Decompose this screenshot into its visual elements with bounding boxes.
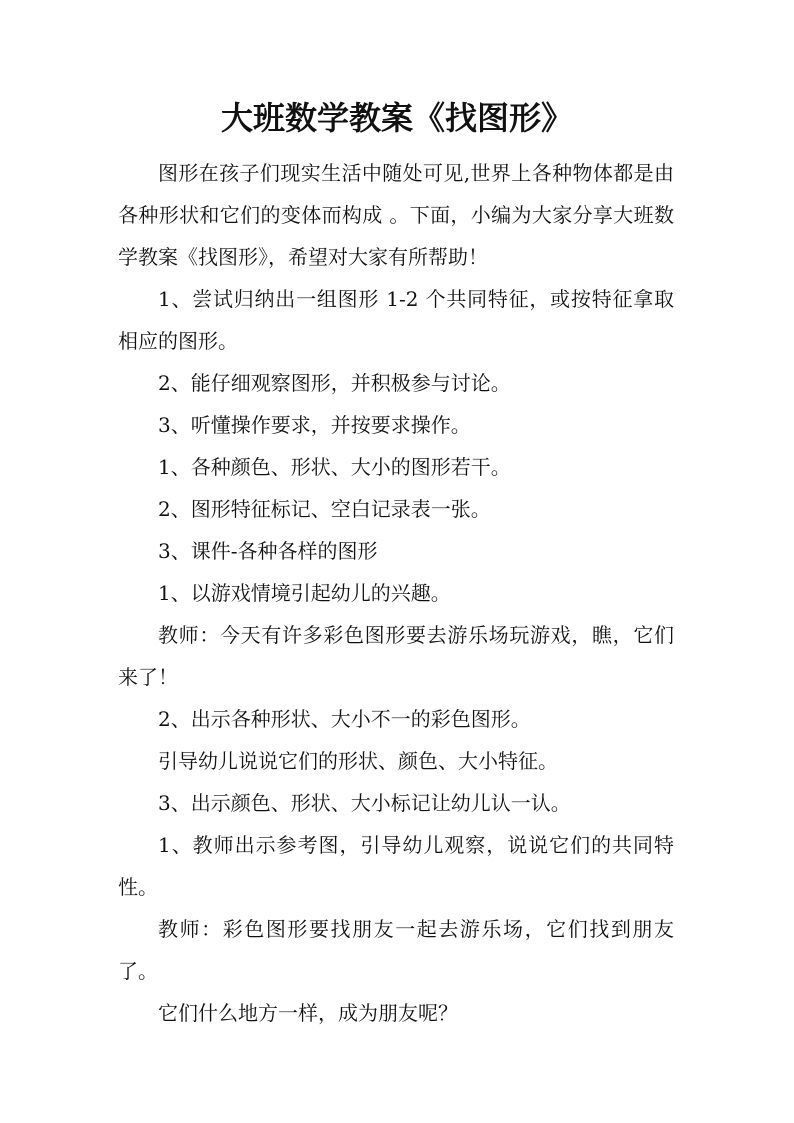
paragraph: 教师：彩色图形要找朋友一起去游乐场，它们找到朋友了。 xyxy=(118,917,674,983)
paragraph: 它们什么地方一样，成为朋友呢？ xyxy=(158,1001,458,1025)
document-body xyxy=(118,152,674,1034)
paragraph: 3、听懂操作要求，并按要求操作。 xyxy=(158,413,471,437)
paragraph: 2、出示各种形状、大小不一的彩色图形。 xyxy=(158,707,531,731)
paragraph: 1、尝试归纳出一组图形 1-2 个共同特征，或按特征拿取相应的图形。 xyxy=(118,287,674,353)
paragraph: 图形在孩子们现实生活中随处可见,世界上各种物体都是由各种形状和它们的变体而构成 。下面，小编为大家分享大班数学教案《找图形》，希望对大家有所帮助！ xyxy=(118,161,674,269)
document-title: 大班数学教案《找图形》 xyxy=(220,99,573,137)
paragraph: 1、教师出示参考图，引导幼儿观察，说说它们的共同特性。 xyxy=(118,833,674,899)
paragraph: 2、能仔细观察图形，并积极参与讨论。 xyxy=(158,371,511,395)
paragraph: 1、以游戏情境引起幼儿的兴趣。 xyxy=(158,581,451,605)
paragraph: 1、各种颜色、形状、大小的图形若干。 xyxy=(158,455,511,479)
paragraph: 3、出示颜色、形状、大小标记让幼儿认一认。 xyxy=(158,791,571,815)
paragraph: 3、课件-各种各样的图形 xyxy=(158,539,378,563)
paragraph: 2、图形特征标记、空白记录表一张。 xyxy=(158,497,491,521)
paragraph: 引导幼儿说说它们的形状、颜色、大小特征。 xyxy=(158,749,558,773)
paragraph: 教师：今天有许多彩色图形要去游乐场玩游戏，瞧，它们来了！ xyxy=(118,623,674,689)
